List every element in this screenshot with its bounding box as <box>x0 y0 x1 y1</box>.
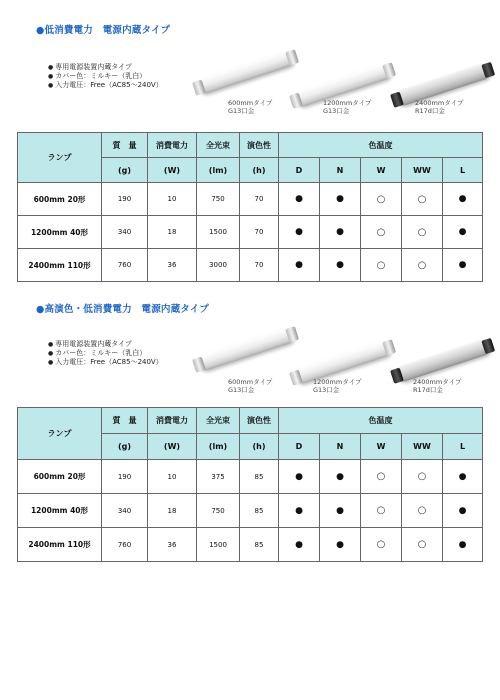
cell-mark-n: ● <box>320 528 361 562</box>
feature-item: ● カバー色：ミルキー（乳白） <box>48 72 163 81</box>
header-flux: 全光束 <box>197 133 240 158</box>
cell-cri: 70 <box>240 216 279 249</box>
product-label-600mm: 600mmタイプ G13口金 <box>228 99 273 115</box>
cell-mark-ww: ○ <box>402 249 443 282</box>
cell-mark-d: ● <box>279 183 320 216</box>
cell-lamp: 600mm 20形 <box>18 183 102 216</box>
cell-weight: 190 <box>102 183 148 216</box>
header-color-l: L <box>443 434 483 460</box>
spec-table <box>17 407 483 562</box>
cell-mark-l: ● <box>443 494 483 528</box>
cell-mark-n: ● <box>320 460 361 494</box>
cell-mark-d: ● <box>279 460 320 494</box>
cell-mark-ww: ○ <box>402 494 443 528</box>
header-flux: 全光束 <box>197 408 240 434</box>
product-label-2400mm: 2400mmタイプ R17d口金 <box>413 378 462 394</box>
product-label-2400mm: 2400mmタイプ R17d口金 <box>415 99 464 115</box>
header-power: 消費電力 <box>148 133 197 158</box>
cell-weight: 760 <box>102 249 148 282</box>
cell-weight: 760 <box>102 528 148 562</box>
header-weight-unit: (g) <box>102 158 148 183</box>
cell-power: 10 <box>148 460 197 494</box>
product-label-1200mm: 1200mmタイプ G13口金 <box>323 99 372 115</box>
cell-power: 36 <box>148 249 197 282</box>
header-color-n: N <box>320 434 361 460</box>
cell-power: 18 <box>148 216 197 249</box>
feature-item: ● カバー色：ミルキー（乳白） <box>48 349 163 358</box>
cell-weight: 190 <box>102 460 148 494</box>
feature-item: ● 専用電源装置内蔵タイプ <box>48 63 163 72</box>
section-title: ●高演色・低消費電力 電源内蔵タイプ <box>36 304 209 315</box>
cell-mark-w: ○ <box>361 494 402 528</box>
table-row <box>18 460 483 494</box>
cell-mark-w: ○ <box>361 460 402 494</box>
cell-lamp: 600mm 20形 <box>18 460 102 494</box>
header-color-n: N <box>320 158 361 183</box>
cell-cri: 85 <box>240 494 279 528</box>
header-flux-unit: (lm) <box>197 158 240 183</box>
cell-mark-w: ○ <box>361 249 402 282</box>
cell-lamp: 1200mm 40形 <box>18 494 102 528</box>
cell-mark-ww: ○ <box>402 216 443 249</box>
cell-mark-l: ● <box>443 528 483 562</box>
header-power-unit: (W) <box>148 158 197 183</box>
cell-mark-d: ● <box>279 249 320 282</box>
cell-power: 10 <box>148 183 197 216</box>
cell-lamp: 2400mm 110形 <box>18 528 102 562</box>
cell-mark-ww: ○ <box>402 460 443 494</box>
header-cri: 演色性 <box>240 408 279 434</box>
header-lamp: ランプ <box>18 408 102 460</box>
header-weight: 質 量 <box>102 133 148 158</box>
table-row <box>18 494 483 528</box>
feature-list <box>48 340 163 367</box>
product-label-1200mm: 1200mmタイプ G13口金 <box>313 378 362 394</box>
cell-mark-l: ● <box>443 249 483 282</box>
header-color-d: D <box>279 434 320 460</box>
cell-mark-w: ○ <box>361 183 402 216</box>
cell-mark-d: ● <box>279 216 320 249</box>
cell-cri: 70 <box>240 249 279 282</box>
header-flux-unit: (lm) <box>197 434 240 460</box>
header-cri-unit: (h) <box>240 158 279 183</box>
header-cri-unit: (h) <box>240 434 279 460</box>
cell-weight: 340 <box>102 216 148 249</box>
cell-flux: 3000 <box>197 249 240 282</box>
cell-mark-d: ● <box>279 528 320 562</box>
feature-item: ● 入力電圧：Free（AC85～240V） <box>48 81 163 90</box>
header-weight: 質 量 <box>102 408 148 434</box>
feature-item: ● 専用電源装置内蔵タイプ <box>48 340 163 349</box>
cell-mark-l: ● <box>443 216 483 249</box>
cell-mark-l: ● <box>443 183 483 216</box>
cell-mark-n: ● <box>320 249 361 282</box>
cell-mark-n: ● <box>320 183 361 216</box>
cell-power: 18 <box>148 494 197 528</box>
cell-mark-w: ○ <box>361 528 402 562</box>
header-power-unit: (W) <box>148 434 197 460</box>
table-row <box>18 528 483 562</box>
cell-mark-ww: ○ <box>402 183 443 216</box>
cell-flux: 375 <box>197 460 240 494</box>
cell-mark-d: ● <box>279 494 320 528</box>
cell-mark-n: ● <box>320 494 361 528</box>
header-color-l: L <box>443 158 483 183</box>
header-color-w: W <box>361 434 402 460</box>
cell-lamp: 1200mm 40形 <box>18 216 102 249</box>
header-color-ww: WW <box>402 158 443 183</box>
cell-mark-ww: ○ <box>402 528 443 562</box>
cell-flux: 1500 <box>197 216 240 249</box>
feature-item: ● 入力電圧：Free（AC85～240V） <box>48 358 163 367</box>
header-color-w: W <box>361 158 402 183</box>
header-lamp: ランプ <box>18 133 102 183</box>
header-color-temp: 色温度 <box>279 408 483 434</box>
header-color-ww: WW <box>402 434 443 460</box>
section-title: ●低消費電力 電源内蔵タイプ <box>36 25 171 36</box>
product-label-600mm: 600mmタイプ G13口金 <box>228 378 273 394</box>
cell-cri: 70 <box>240 183 279 216</box>
header-weight-unit: (g) <box>102 434 148 460</box>
cell-mark-n: ● <box>320 216 361 249</box>
cell-mark-l: ● <box>443 460 483 494</box>
cell-flux: 1500 <box>197 528 240 562</box>
cell-flux: 750 <box>197 183 240 216</box>
header-color-d: D <box>279 158 320 183</box>
header-cri: 演色性 <box>240 133 279 158</box>
cell-lamp: 2400mm 110形 <box>18 249 102 282</box>
cell-cri: 85 <box>240 460 279 494</box>
cell-mark-w: ○ <box>361 216 402 249</box>
cell-cri: 85 <box>240 528 279 562</box>
header-power: 消費電力 <box>148 408 197 434</box>
cell-weight: 340 <box>102 494 148 528</box>
cell-flux: 750 <box>197 494 240 528</box>
header-color-temp: 色温度 <box>279 133 483 158</box>
cell-power: 36 <box>148 528 197 562</box>
